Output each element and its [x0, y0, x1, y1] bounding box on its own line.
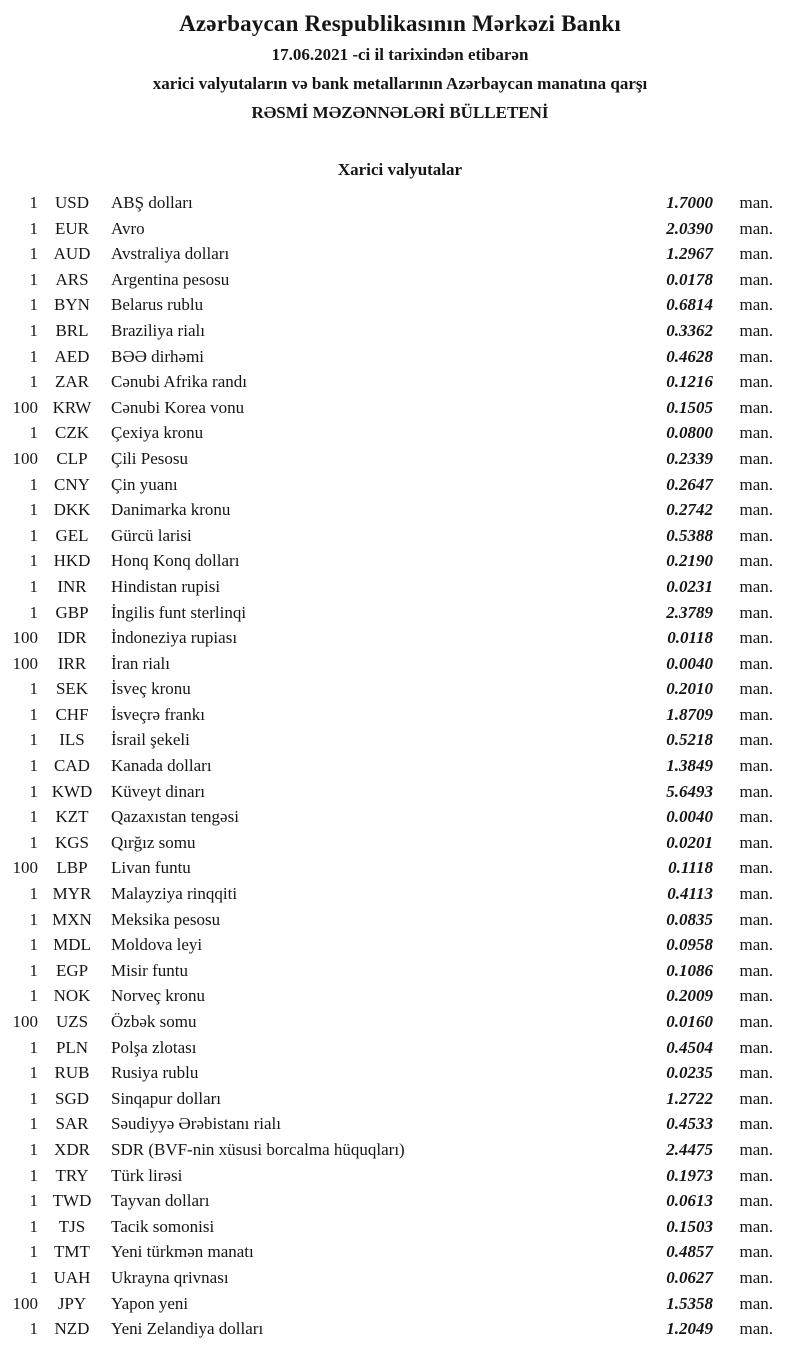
unit-cell: man. — [739, 1319, 773, 1339]
rate-cell: 0.2190 — [666, 551, 713, 571]
currency-code-cell: HKD — [53, 551, 91, 571]
currency-name-cell: Səudiyyə Ərəbistanı rialı — [111, 1114, 281, 1134]
currency-code-cell: BRL — [55, 320, 89, 340]
quantity-cell: 1 — [29, 1319, 38, 1339]
currency-name-cell: Danimarka kronu — [111, 500, 231, 520]
unit-cell: man. — [739, 756, 773, 776]
table-row — [0, 804, 800, 830]
table-row — [0, 600, 800, 626]
rate-cell: 0.0800 — [666, 423, 713, 443]
rate-cell: 0.2010 — [666, 679, 713, 699]
table-row — [0, 292, 800, 318]
rate-cell: 1.3849 — [666, 756, 713, 776]
unit-cell: man. — [739, 1242, 773, 1262]
currency-name-cell: Küveyt dinarı — [111, 781, 205, 801]
rate-cell: 0.1973 — [666, 1165, 713, 1185]
currency-name-cell: Honq Konq dolları — [111, 551, 240, 571]
table-row — [0, 472, 800, 498]
currency-code-cell: USD — [54, 193, 89, 212]
unit-cell: man. — [739, 986, 773, 1006]
quantity-cell: 1 — [29, 244, 38, 264]
rate-cell: 0.0958 — [666, 935, 713, 955]
table-row — [0, 753, 800, 779]
rate-cell: 0.3362 — [666, 320, 713, 340]
rate-cell: 2.4475 — [666, 1139, 713, 1159]
currency-code-cell: UZS — [55, 1012, 89, 1031]
quantity-cell: 100 — [12, 1012, 38, 1031]
rate-cell: 0.0040 — [666, 653, 713, 673]
currency-code-cell: MDL — [53, 935, 91, 955]
quantity-cell: 1 — [29, 730, 38, 750]
currency-name-cell: Norveç kronu — [111, 986, 205, 1006]
currency-name-cell: Kanada dolları — [111, 756, 212, 776]
bulletin-name-line: RƏSMİ MƏZƏNNƏLƏRİ BÜLLETENİ — [251, 103, 549, 122]
currency-code-cell: ARS — [55, 269, 89, 289]
currency-name-cell: Belarus rublu — [111, 295, 204, 315]
currency-name-cell: Tayvan dolları — [111, 1191, 210, 1211]
table-row — [0, 1060, 800, 1086]
currency-code-cell: CLP — [56, 448, 88, 468]
rate-cell: 0.5388 — [666, 525, 713, 545]
currency-code-cell: EGP — [55, 960, 89, 980]
currency-code-cell: INR — [57, 576, 87, 596]
currency-code-cell: NZD — [54, 1319, 90, 1339]
unit-cell: man. — [739, 397, 773, 417]
table-row — [0, 907, 800, 933]
rate-cell: 1.2722 — [666, 1088, 713, 1108]
table-row — [0, 727, 800, 753]
rate-cell: 0.0235 — [666, 1063, 713, 1083]
currency-name-cell: Avstraliya dolları — [111, 244, 230, 264]
currency-code-cell: AED — [54, 346, 90, 366]
unit-cell: man. — [739, 474, 773, 494]
rate-cell: 0.0160 — [666, 1012, 713, 1031]
currency-name-cell: Türk lirəsi — [111, 1165, 183, 1185]
unit-cell: man. — [739, 320, 773, 340]
rate-cell: 0.4504 — [666, 1037, 713, 1057]
rate-cell: 1.5358 — [666, 1293, 713, 1313]
rate-cell: 0.4113 — [667, 884, 713, 904]
unit-cell: man. — [739, 193, 773, 212]
table-row — [0, 779, 800, 805]
table-row — [0, 1086, 800, 1112]
unit-cell: man. — [739, 269, 773, 289]
table-row — [0, 1009, 800, 1035]
rate-cell: 0.0201 — [666, 832, 713, 852]
currency-code-cell: BYN — [54, 295, 90, 315]
unit-cell: man. — [739, 679, 773, 699]
quantity-cell: 1 — [29, 756, 38, 776]
currency-name-cell: Yeni türkmən manatı — [111, 1242, 254, 1262]
section-title-foreign-currencies: Xarici valyutalar — [337, 160, 463, 179]
currency-code-cell: XDR — [54, 1139, 90, 1159]
page-title: Azərbaycan Respublikasının Mərkəzi Bankı — [179, 11, 621, 36]
table-row — [0, 190, 800, 216]
rate-cell: 0.0040 — [666, 807, 713, 827]
unit-cell: man. — [739, 807, 773, 827]
table-row — [0, 395, 800, 421]
currency-name-cell: Yeni Zelandiya dolları — [111, 1319, 264, 1339]
currency-name-cell: İndoneziya rupiası — [111, 628, 238, 648]
subtitle-description-line: xarici valyutaların və bank metallarının Azərbaycan manatına qarşı — [152, 74, 648, 93]
table-row — [0, 958, 800, 984]
quantity-cell: 100 — [12, 858, 38, 878]
currency-code-cell: AUD — [53, 244, 91, 264]
table-row — [0, 267, 800, 293]
unit-cell: man. — [739, 423, 773, 443]
quantity-cell: 1 — [29, 474, 38, 494]
currency-code-cell: CHF — [55, 704, 89, 724]
rate-cell: 0.4533 — [666, 1114, 713, 1134]
table-row — [0, 676, 800, 702]
table-row — [0, 216, 800, 242]
rate-cell: 2.3789 — [666, 602, 713, 622]
currency-code-cell: ILS — [59, 730, 85, 750]
currency-code-cell: KGS — [54, 832, 89, 852]
currency-code-cell: MYR — [52, 884, 92, 904]
unit-cell: man. — [739, 628, 773, 648]
currency-code-cell: CNY — [54, 474, 90, 494]
currency-name-cell: Gürcü larisi — [111, 525, 192, 545]
rate-cell: 0.1118 — [668, 858, 713, 878]
currency-name-cell: İsrail şekeli — [111, 730, 190, 750]
unit-cell: man. — [739, 960, 773, 980]
table-row — [0, 318, 800, 344]
currency-name-cell: Malayziya rinqqiti — [111, 884, 238, 904]
currency-name-cell: Qırğız somu — [111, 832, 196, 852]
currency-code-cell: GBP — [55, 602, 89, 622]
quantity-cell: 1 — [29, 1165, 38, 1185]
unit-cell: man. — [739, 576, 773, 596]
currency-name-cell: Hindistan rupisi — [111, 576, 221, 596]
table-row — [0, 651, 800, 677]
quantity-cell: 1 — [29, 602, 38, 622]
currency-name-cell: İngilis funt sterlinqi — [111, 602, 247, 622]
quantity-cell: 1 — [29, 320, 38, 340]
currency-code-cell: UAH — [53, 1267, 91, 1287]
unit-cell: man. — [739, 525, 773, 545]
quantity-cell: 100 — [12, 1293, 38, 1313]
currency-code-cell: KWD — [51, 781, 93, 801]
unit-cell: man. — [739, 1293, 773, 1313]
quantity-cell: 1 — [29, 1267, 38, 1287]
unit-cell: man. — [739, 858, 773, 878]
currency-name-cell: Avro — [111, 218, 145, 238]
unit-cell: man. — [739, 704, 773, 724]
table-row — [0, 1137, 800, 1163]
currency-name-cell: BƏƏ dirhəmi — [111, 346, 205, 366]
quantity-cell: 1 — [29, 269, 38, 289]
rate-cell: 1.2967 — [666, 244, 713, 264]
quantity-cell: 1 — [29, 193, 38, 212]
unit-cell: man. — [739, 295, 773, 315]
currency-name-cell: Cənubi Korea vonu — [111, 397, 245, 417]
rate-cell: 1.8709 — [666, 704, 713, 724]
table-row — [0, 241, 800, 267]
rate-cell: 0.1505 — [666, 397, 713, 417]
rate-cell: 0.2647 — [666, 474, 713, 494]
quantity-cell: 1 — [29, 884, 38, 904]
unit-cell: man. — [739, 1267, 773, 1287]
quantity-cell: 1 — [29, 1139, 38, 1159]
unit-cell: man. — [739, 884, 773, 904]
table-row — [0, 1188, 800, 1214]
currency-code-cell: TRY — [55, 1165, 89, 1185]
rate-cell: 0.0231 — [666, 576, 713, 596]
currency-code-cell: MXN — [52, 909, 92, 929]
unit-cell: man. — [739, 781, 773, 801]
rate-cell: 0.0178 — [666, 269, 713, 289]
unit-cell: man. — [739, 1012, 773, 1031]
rate-cell: 2.0390 — [666, 218, 713, 238]
currency-code-cell: SAR — [55, 1114, 89, 1134]
table-row — [0, 1316, 800, 1342]
table-row — [0, 881, 800, 907]
currency-name-cell: Sinqapur dolları — [111, 1088, 222, 1108]
quantity-cell: 1 — [29, 807, 38, 827]
quantity-cell: 1 — [29, 1037, 38, 1057]
currency-name-cell: SDR (BVF-nin xüsusi borcalma hüquqları) — [111, 1139, 405, 1159]
currency-name-cell: Yapon yeni — [111, 1293, 189, 1313]
rate-cell: 0.2742 — [666, 500, 713, 520]
currency-name-cell: ABŞ dolları — [111, 193, 193, 212]
unit-cell: man. — [739, 1165, 773, 1185]
quantity-cell: 1 — [29, 525, 38, 545]
rate-cell: 0.0627 — [666, 1267, 713, 1287]
currency-name-cell: İsveç kronu — [111, 679, 191, 699]
currency-name-cell: Argentina pesosu — [111, 269, 230, 289]
currency-name-cell: Tacik somonisi — [111, 1216, 215, 1236]
effective-date-line: 17.06.2021 -ci il tarixindən etibarən — [271, 45, 529, 64]
table-row — [0, 523, 800, 549]
unit-cell: man. — [739, 832, 773, 852]
table-row — [0, 1265, 800, 1291]
quantity-cell: 1 — [29, 909, 38, 929]
rate-cell: 5.6493 — [666, 781, 713, 801]
currency-code-cell: KRW — [52, 397, 92, 417]
unit-cell: man. — [739, 244, 773, 264]
quantity-cell: 1 — [29, 1242, 38, 1262]
currency-code-cell: DKK — [53, 500, 91, 520]
quantity-cell: 1 — [29, 1216, 38, 1236]
quantity-cell: 1 — [29, 346, 38, 366]
currency-code-cell: RUB — [54, 1063, 90, 1083]
table-row — [0, 1214, 800, 1240]
table-row — [0, 830, 800, 856]
quantity-cell: 1 — [29, 1063, 38, 1083]
quantity-cell: 1 — [29, 372, 38, 392]
rate-cell: 0.1086 — [666, 960, 713, 980]
quantity-cell: 1 — [29, 935, 38, 955]
table-row — [0, 1239, 800, 1265]
currency-name-cell: Çexiya kronu — [111, 423, 204, 443]
document-header — [0, 0, 800, 127]
currency-code-cell: SGD — [54, 1088, 89, 1108]
quantity-cell: 1 — [29, 1088, 38, 1108]
currency-name-cell: Misir funtu — [111, 960, 188, 980]
table-row — [0, 1291, 800, 1317]
quantity-cell: 1 — [29, 551, 38, 571]
quantity-cell: 1 — [29, 1191, 38, 1211]
table-row — [0, 625, 800, 651]
unit-cell: man. — [739, 1037, 773, 1057]
table-row — [0, 420, 800, 446]
currency-code-cell: CZK — [55, 423, 89, 443]
table-row — [0, 855, 800, 881]
rate-cell: 0.4857 — [666, 1242, 713, 1262]
quantity-cell: 1 — [29, 1114, 38, 1134]
currency-code-cell: IRR — [57, 653, 87, 673]
quantity-cell: 1 — [29, 960, 38, 980]
currency-code-cell: PLN — [55, 1037, 89, 1057]
currency-code-cell: NOK — [53, 986, 91, 1006]
currency-code-cell: TJS — [58, 1216, 86, 1236]
rate-cell: 0.1503 — [666, 1216, 713, 1236]
table-row — [0, 1163, 800, 1189]
unit-cell: man. — [739, 448, 773, 468]
unit-cell: man. — [739, 1216, 773, 1236]
quantity-cell: 1 — [29, 295, 38, 315]
rate-cell: 0.2009 — [666, 986, 713, 1006]
currency-code-cell: JPY — [57, 1293, 87, 1313]
unit-cell: man. — [739, 730, 773, 750]
rate-cell: 1.2049 — [666, 1319, 713, 1339]
currency-name-cell: Rusiya rublu — [111, 1063, 199, 1083]
currency-name-cell: Ukrayna qrivnası — [111, 1267, 229, 1287]
unit-cell: man. — [739, 1139, 773, 1159]
currency-name-cell: Polşa zlotası — [111, 1037, 197, 1057]
currency-name-cell: Moldova leyi — [111, 935, 203, 955]
currency-name-cell: İran rialı — [111, 653, 170, 673]
quantity-cell: 100 — [12, 397, 38, 417]
unit-cell: man. — [739, 346, 773, 366]
currency-name-cell: Çin yuanı — [111, 474, 178, 494]
rate-cell: 0.0613 — [666, 1191, 713, 1211]
unit-cell: man. — [739, 602, 773, 622]
table-row — [0, 369, 800, 395]
table-row — [0, 574, 800, 600]
unit-cell: man. — [739, 1088, 773, 1108]
table-row — [0, 1035, 800, 1061]
currency-name-cell: Qazaxıstan tengəsi — [111, 807, 239, 827]
rate-cell: 0.0118 — [667, 628, 713, 648]
table-row — [0, 548, 800, 574]
rate-cell: 0.1216 — [666, 372, 713, 392]
table-row — [0, 932, 800, 958]
quantity-cell: 1 — [29, 704, 38, 724]
quantity-cell: 100 — [12, 653, 38, 673]
table-row — [0, 497, 800, 523]
table-row — [0, 1111, 800, 1137]
currency-code-cell: IDR — [57, 628, 87, 648]
rate-cell: 0.0835 — [666, 909, 713, 929]
unit-cell: man. — [739, 372, 773, 392]
currency-name-cell: Braziliya rialı — [111, 320, 205, 340]
currency-code-cell: ZAR — [55, 372, 89, 392]
currency-code-cell: GEL — [55, 525, 89, 545]
rate-cell: 0.5218 — [666, 730, 713, 750]
currency-name-cell: İsveçrə frankı — [111, 704, 205, 724]
rate-cell: 0.4628 — [666, 346, 713, 366]
currency-name-cell: Çili Pesosu — [111, 448, 188, 468]
quantity-cell: 1 — [29, 832, 38, 852]
unit-cell: man. — [739, 1114, 773, 1134]
unit-cell: man. — [739, 551, 773, 571]
currency-code-cell: TWD — [52, 1191, 92, 1211]
unit-cell: man. — [739, 1063, 773, 1083]
table-row — [0, 983, 800, 1009]
quantity-cell: 1 — [29, 576, 38, 596]
currency-name-cell: Cənubi Afrika randı — [111, 372, 247, 392]
currency-code-cell: LBP — [56, 858, 88, 878]
rate-cell: 1.7000 — [666, 193, 713, 212]
quantity-cell: 1 — [29, 986, 38, 1006]
quantity-cell: 1 — [29, 423, 38, 443]
currency-code-cell: CAD — [54, 756, 90, 776]
unit-cell: man. — [739, 653, 773, 673]
unit-cell: man. — [739, 218, 773, 238]
quantity-cell: 1 — [29, 781, 38, 801]
unit-cell: man. — [739, 1191, 773, 1211]
currency-name-cell: Özbək somu — [111, 1012, 197, 1031]
currency-code-cell: EUR — [55, 218, 89, 238]
quantity-cell: 1 — [29, 500, 38, 520]
rate-cell: 0.2339 — [666, 448, 713, 468]
table-row — [0, 446, 800, 472]
currency-code-cell: TMT — [54, 1242, 90, 1262]
rate-cell: 0.6814 — [666, 295, 713, 315]
unit-cell: man. — [739, 909, 773, 929]
currency-code-cell: SEK — [55, 679, 89, 699]
currency-name-cell: Livan funtu — [111, 858, 191, 878]
unit-cell: man. — [739, 935, 773, 955]
currency-name-cell: Meksika pesosu — [111, 909, 221, 929]
rates-table — [0, 190, 800, 1342]
unit-cell: man. — [739, 500, 773, 520]
table-row — [0, 702, 800, 728]
quantity-cell: 1 — [29, 679, 38, 699]
currency-code-cell: KZT — [55, 807, 89, 827]
table-row — [0, 344, 800, 370]
quantity-cell: 100 — [12, 448, 38, 468]
quantity-cell: 1 — [29, 218, 38, 238]
quantity-cell: 100 — [12, 628, 38, 648]
